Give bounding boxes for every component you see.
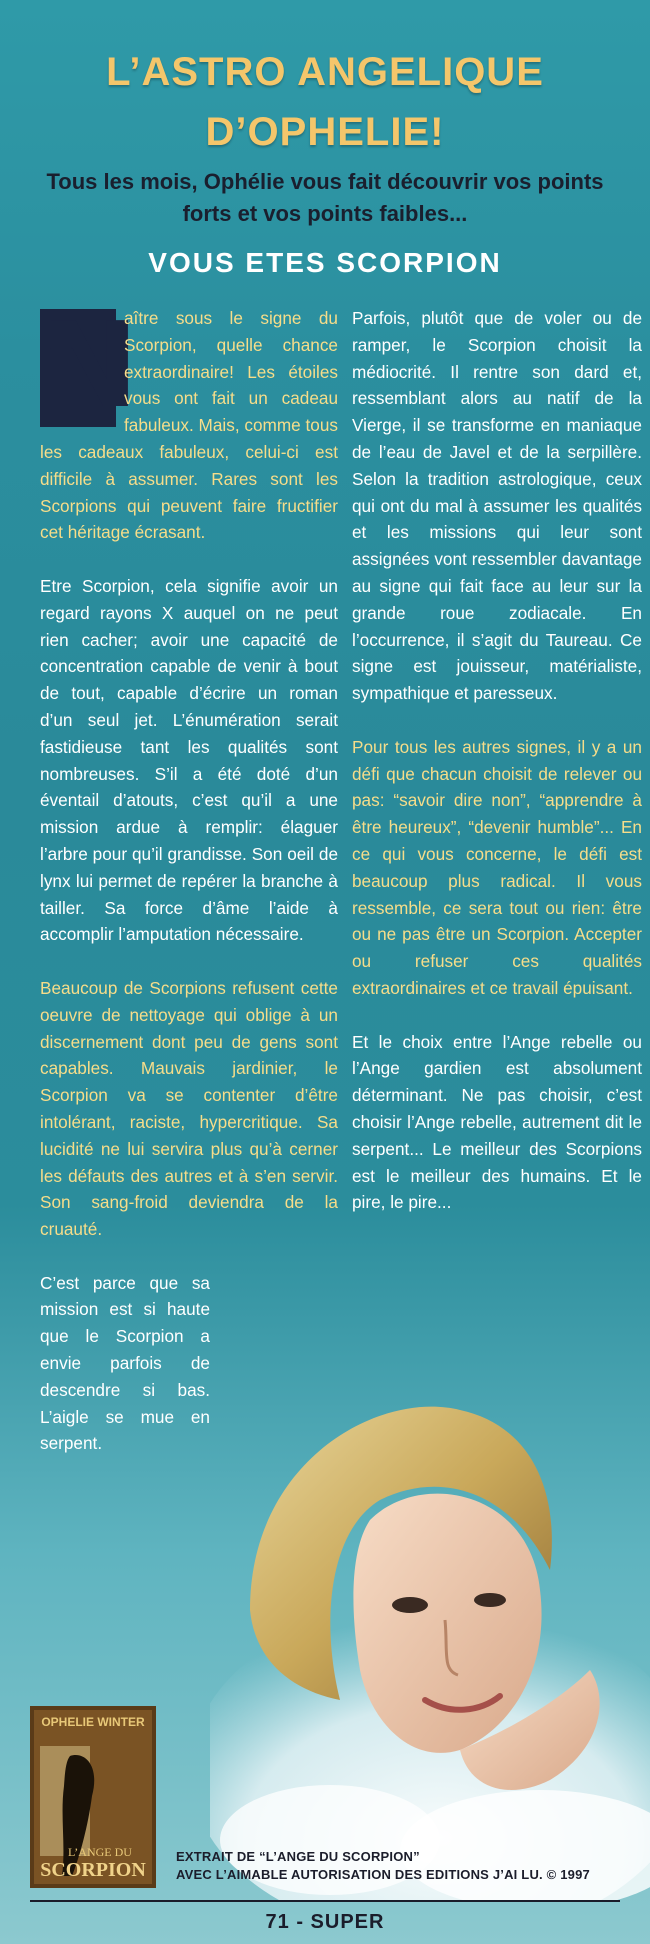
intro-text: Tous les mois, Ophélie vous fait découvrir vos points forts et vos points faibles... [46, 169, 604, 226]
article-paragraph-6: Pour tous les autres signes, il y a un défi que chacun choisit de relever ou pas: “savoir dire non”, “apprendre à être heureux”, “devenir humble”... En ce qui vous concerne, le défi est beaucoup plus radical. Il vous ressemble, ce sera tout ou rien: être ou ne pas être un Scorpion. Accepter ou refuser ces qualités extraordinaires et ce travail épuisant. [352, 736, 642, 998]
article-paragraph-5: Parfois, plutôt que de voler ou de ramper, le Scorpion choisit la médiocrité. Il rentre son dard et, ressemblant alors au natif de la Vierge, il se transforme en maniaque de l’eau de Javel et de la serpillère. Selon la tradition astrologique, ceux qui ont du mal à assumer les qualités et les missions qui leur sont assignées vont ressembler davantage au signe qui fait face au leur sur la grande roue zodiacale. En l’occurrence, il s’agit du Taureau. Ce signe est jouisseur, matérialiste, sympathique et paresseux. [352, 308, 642, 704]
article-paragraph-3: Beaucoup de Scorpions refusent cette oeuvre de nettoyage qui oblige à un discernement dont peu de gens sont capables. Mauvais jardinier, le Scorpion va se contenter d’être intolérant, raciste, hypercritique. Sa lucidité ne lui servira plus qu’à cerner les défauts des autres et à s’en servir. Son sang-froid deviendra de la cruauté. [40, 977, 338, 1240]
page-footer: 71 - SUPER [265, 1911, 385, 1933]
book-title-small: L’ANGE DU [68, 1845, 132, 1859]
page-title-line-2: D’OPHELIE! [205, 110, 445, 154]
article-paragraph-1 [40, 296, 338, 546]
book-author: OPHELIE WINTER [41, 1715, 145, 1729]
page-title-line-1: L’ASTRO ANGELIQUE [106, 50, 544, 94]
article-paragraph-1-text: aître sous le signe du Scorpion, quelle chance extraordinaire! Les étoiles vous ont fait un cadeau fabuleux. Mais, comme tous les cadeaux fabuleux, celui-ci est difficile à assumer. Rares sont les Scorpions qui peuvent faire fructifier cet héritage écrasant. [40, 308, 338, 543]
caption-line-2: AVEC L’AIMABLE AUTORISATION DES EDITIONS J’AI LU. © 1997 [176, 1867, 590, 1882]
drop-cap: N [40, 296, 139, 434]
caption-line-1: EXTRAIT DE “L’ANGE DU SCORPION” [176, 1849, 420, 1864]
portrait-photo [210, 1370, 650, 1900]
article-column-right [352, 305, 642, 1216]
article-paragraph-7: Et le choix entre l’Ange rebelle ou l’Ange gardien est absolument déterminant. Ne pas choisir, c’est choisir l’Ange rebelle, autrement dit le serpent... Le meilleur des Scorpions est le meilleur des humains. Et le pire, le pire... [352, 1031, 642, 1213]
image-caption [176, 1848, 636, 1884]
footer-rule [30, 1900, 620, 1902]
article-column-left [40, 296, 338, 1457]
book-title-big: SCORPION [40, 1859, 146, 1881]
article-paragraph-4: C’est parce que sa mission est si haute que le Scorpion a envie parfois de descendre si bas. L’aigle se mue en serpent. [40, 1272, 210, 1454]
sign-heading: VOUS ETES SCORPION [148, 247, 502, 278]
article-paragraph-2: Etre Scorpion, cela signifie avoir un regard rayons X auquel on ne peut rien cacher; avoir une capacité de concentration capable de venir à bout de tout, capable d’écrire un roman d’un seul jet. L’énumération serait fastidieuse tant les qualités sont nombreuses. S’il a été doté d’un éventail d’atouts, c’est qu’il a une mission ardue à remplir: élaguer l’arbre pour qu’il grandisse. Son oeil de lynx lui permet de repérer la branche à tailler. Sa force d’âme l’aide à accomplir l’amputation nécessaire. [40, 575, 338, 945]
book-cover [30, 1706, 156, 1888]
